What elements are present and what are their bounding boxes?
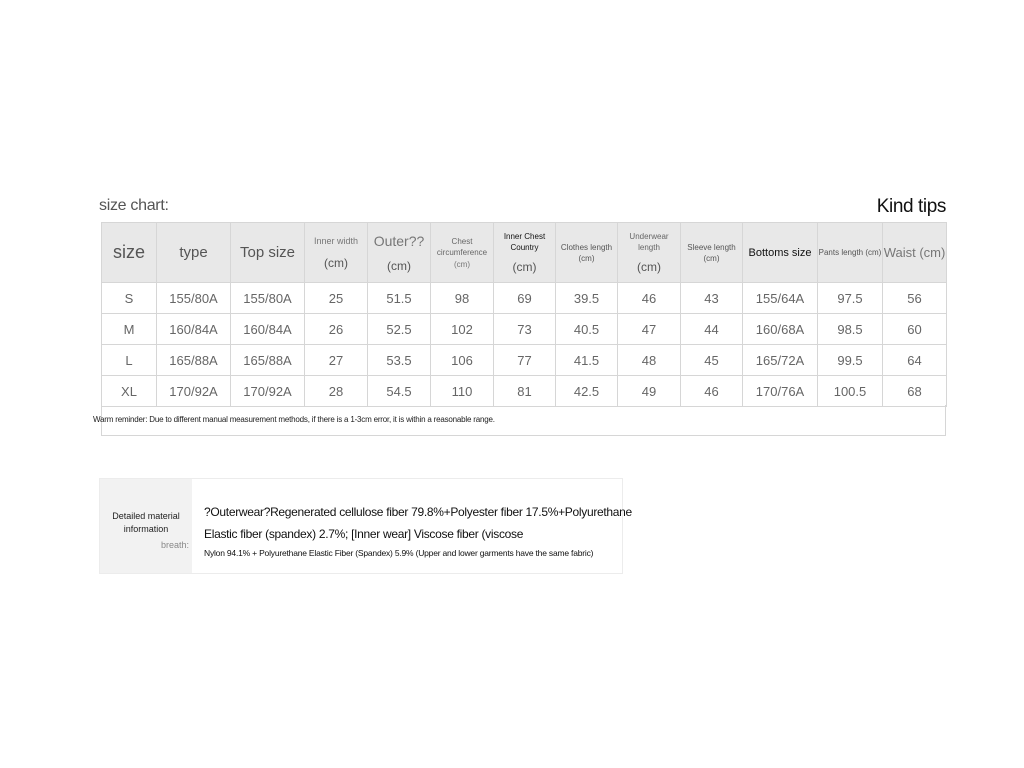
header-inner-chest: Inner Chest Country (cm) bbox=[494, 223, 556, 283]
table-cell: 28 bbox=[305, 376, 368, 407]
table-cell: 165/88A bbox=[157, 345, 231, 376]
table-cell: 47 bbox=[618, 314, 681, 345]
header-outer: Outer?? (cm) bbox=[368, 223, 431, 283]
table-cell: 43 bbox=[681, 283, 743, 314]
table-cell: 53.5 bbox=[368, 345, 431, 376]
header-inner-width: Inner width (cm) bbox=[305, 223, 368, 283]
header-sleeve-length: Sleeve length (cm) bbox=[681, 223, 743, 283]
material-info-box bbox=[99, 478, 632, 574]
material-label: Detailed material information bbox=[112, 511, 180, 534]
table-cell: 165/88A bbox=[231, 345, 305, 376]
header-pants-length: Pants length (cm) bbox=[818, 223, 883, 283]
table-cell: 98.5 bbox=[818, 314, 883, 345]
table-header-row bbox=[102, 223, 947, 283]
table-cell: 46 bbox=[618, 283, 681, 314]
table-cell: 99.5 bbox=[818, 345, 883, 376]
table-cell: 25 bbox=[305, 283, 368, 314]
table-row bbox=[102, 376, 947, 407]
header-chest-circumference: Chest circumference (cm) bbox=[431, 223, 494, 283]
size-chart-heading: size chart: bbox=[99, 197, 169, 214]
table-cell: 160/68A bbox=[743, 314, 818, 345]
table-cell: 44 bbox=[681, 314, 743, 345]
table-cell: 26 bbox=[305, 314, 368, 345]
table-cell: 100.5 bbox=[818, 376, 883, 407]
table-cell: 73 bbox=[494, 314, 556, 345]
table-cell: 56 bbox=[883, 283, 947, 314]
header-size: size bbox=[102, 223, 157, 283]
table-cell: 48 bbox=[618, 345, 681, 376]
table-cell: 52.5 bbox=[368, 314, 431, 345]
table-cell: 77 bbox=[494, 345, 556, 376]
material-line-3: Nylon 94.1% + Polyurethane Elastic Fiber (Spandex) 5.9% (Upper and lower garments have the same fabric) bbox=[204, 548, 594, 558]
table-cell: 155/80A bbox=[231, 283, 305, 314]
table-cell: 39.5 bbox=[556, 283, 618, 314]
table-cell: XL bbox=[102, 376, 157, 407]
kind-tips-heading: Kind tips bbox=[876, 196, 946, 217]
table-cell: L bbox=[102, 345, 157, 376]
table-row bbox=[102, 314, 947, 345]
header-top-size: Top size bbox=[231, 223, 305, 283]
table-cell: 42.5 bbox=[556, 376, 618, 407]
table-cell: 110 bbox=[431, 376, 494, 407]
material-line-1: ?Outerwear?Regenerated cellulose fiber 79.8%+Polyester fiber 17.5%+Polyurethane bbox=[204, 505, 632, 519]
table-cell: M bbox=[102, 314, 157, 345]
table-cell: 54.5 bbox=[368, 376, 431, 407]
material-text bbox=[204, 501, 632, 560]
table-cell: 160/84A bbox=[231, 314, 305, 345]
table-cell: 68 bbox=[883, 376, 947, 407]
size-chart-table bbox=[101, 222, 947, 407]
table-cell: 69 bbox=[494, 283, 556, 314]
material-line-2: Elastic fiber (spandex) 2.7%; [Inner wear] Viscose fiber (viscose bbox=[204, 527, 524, 541]
table-cell: 51.5 bbox=[368, 283, 431, 314]
table-cell: 46 bbox=[681, 376, 743, 407]
table-cell: S bbox=[102, 283, 157, 314]
table-cell: 41.5 bbox=[556, 345, 618, 376]
table-cell: 106 bbox=[431, 345, 494, 376]
material-sublabel: breath: bbox=[160, 540, 189, 550]
material-label-cell bbox=[100, 479, 192, 573]
table-cell: 97.5 bbox=[818, 283, 883, 314]
table-cell: 98 bbox=[431, 283, 494, 314]
header-bottoms-size: Bottoms size bbox=[743, 223, 818, 283]
table-cell: 102 bbox=[431, 314, 494, 345]
table-cell: 45 bbox=[681, 345, 743, 376]
table-cell: 160/84A bbox=[157, 314, 231, 345]
table-cell: 165/72A bbox=[743, 345, 818, 376]
table-cell: 170/92A bbox=[157, 376, 231, 407]
table-cell: 60 bbox=[883, 314, 947, 345]
table-cell: 81 bbox=[494, 376, 556, 407]
table-cell: 40.5 bbox=[556, 314, 618, 345]
table-cell: 64 bbox=[883, 345, 947, 376]
header-underwear-length: Underwear length (cm) bbox=[618, 223, 681, 283]
table-cell: 170/76A bbox=[743, 376, 818, 407]
table-cell: 27 bbox=[305, 345, 368, 376]
header-waist: Waist (cm) bbox=[883, 223, 947, 283]
table-cell: 155/64A bbox=[743, 283, 818, 314]
table-row bbox=[102, 345, 947, 376]
table-cell: 49 bbox=[618, 376, 681, 407]
table-cell: 155/80A bbox=[157, 283, 231, 314]
table-row bbox=[102, 283, 947, 314]
table-cell: 170/92A bbox=[231, 376, 305, 407]
header-type: type bbox=[157, 223, 231, 283]
header-clothes-length: Clothes length (cm) bbox=[556, 223, 618, 283]
warm-reminder: Warm reminder: Due to different manual measurement methods, if there is a 1-3cm error, it is within a reasonable range. bbox=[93, 415, 495, 424]
